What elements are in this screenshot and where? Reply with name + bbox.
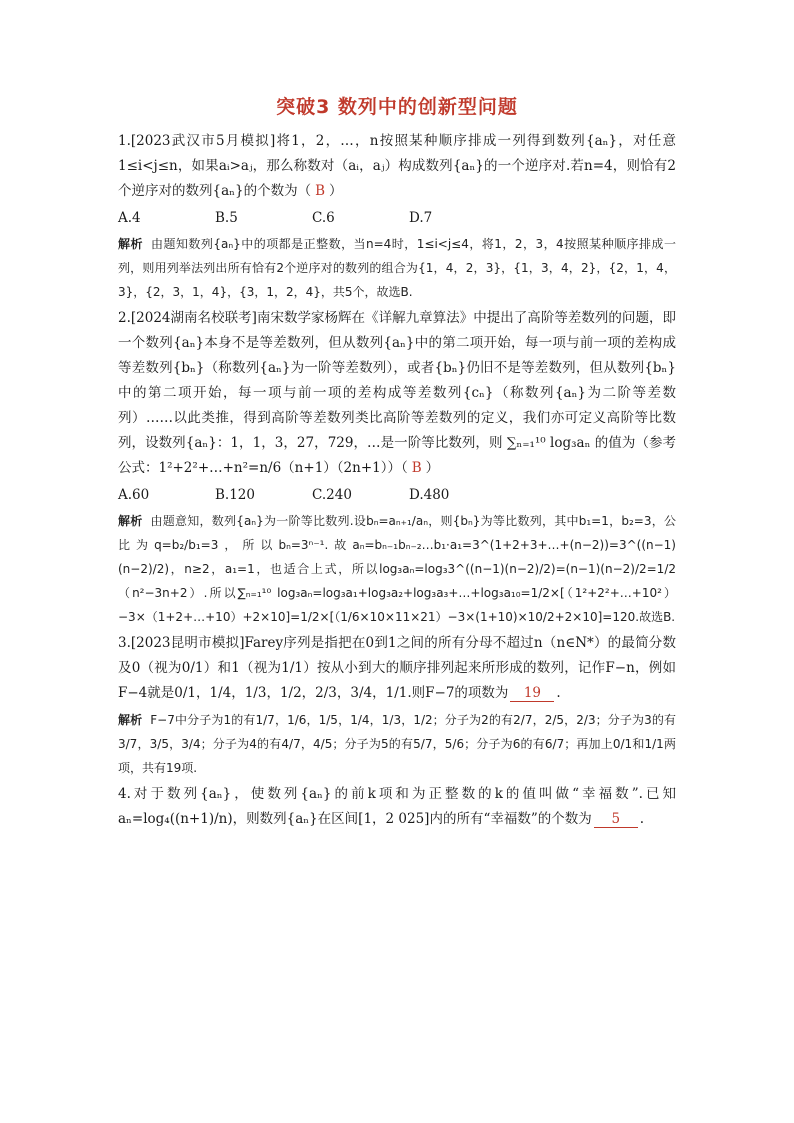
choice-a: A.60	[118, 487, 150, 503]
question-2-close: ）	[425, 460, 440, 476]
solution-label: 解析	[118, 514, 143, 528]
question-3-close: .	[556, 685, 561, 701]
choice-c: C.240	[312, 487, 352, 503]
question-1-solution	[118, 232, 676, 304]
question-1-close: ）	[329, 183, 343, 199]
question-2-stem	[118, 306, 676, 481]
solution-text: 由题知数列{aₙ}中的项都是正整数，当n=4时，1≤i<j≤4，将1，2，3，4按照某种顺序排成一列，则用列举法列出所有恰有2个逆序对的数列的组合为{1，4，2，3}，{1，3，4，2}，{2，1，4，3}，{2，3，1，4}，{3，1，2，4}，共5个，故选B.	[118, 237, 676, 299]
question-1	[118, 129, 676, 304]
question-3	[118, 631, 676, 780]
choice-d: D.7	[409, 210, 433, 226]
question-2-solution	[118, 509, 676, 629]
question-1-stem	[118, 129, 676, 204]
question-3-solution	[118, 708, 676, 780]
solution-text: 由题意知，数列{aₙ}为一阶等比数列.设bₙ=aₙ₊₁/aₙ，则{bₙ}为等比数列，其中b₁=1，b₂=3，公比为q=b₂/b₁=3，所以bₙ=3ⁿ⁻¹.故aₙ=bₙ₋₁bₙ₋₂…b₁·a₁=3^(1+2+3+…+(n−2))=3^((n−1)(n−2)/2)，n≥2，a₁=1，也适合上式，所以log₃aₙ=log₃3^((n−1)(n−2)/2)=(n−1)(n−2)/2=1/2（n²−3n+2）.所以∑ₙ₌₁¹⁰ log₃aₙ=log₃a₁+log₃a₂+log₃a₃+…+log₃a₁₀=1/2×[（1²+2²+…+10²）−3×（1+2+…+10）+2×10]=1/2×[（1/6×10×11×21）−3×(1+10)×10/2+2×10]=120.故选B.	[118, 514, 676, 624]
question-4-answer-blank: 5	[594, 811, 638, 828]
question-2	[118, 306, 676, 629]
question-4-stem	[118, 782, 676, 832]
question-4-text: 4.对于数列{aₙ}，使数列{aₙ}的前k项和为正整数的k的值叫做“幸福数”.已知aₙ=log₄((n+1)/n)，则数列{aₙ}在区间[1，2 025]内的所有“幸福数”的个数为	[118, 786, 676, 827]
choice-a: A.4	[118, 210, 141, 226]
choice-b: B.5	[215, 210, 238, 226]
question-1-choices	[118, 206, 676, 230]
question-1-answer: B	[315, 183, 325, 199]
page	[118, 92, 676, 832]
solution-label: 解析	[118, 713, 143, 727]
question-3-stem	[118, 631, 676, 706]
question-2-text: 2.[2024湖南名校联考]南宋数学家杨辉在《详解九章算法》中提出了高阶等差数列的问题，即一个数列{aₙ}本身不是等差数列，但从数列{aₙ}中的第二项开始，每一项与前一项的差构成等差数列{bₙ}（称数列{aₙ}为一阶等差数列），或者{bₙ}仍旧不是等差数列，但从数列{bₙ}中的第二项开始，每一项与前一项的差构成等差数列{cₙ}（称数列{aₙ}为二阶等差数列）……以此类推，得到高阶等差数列类比高阶等差数列的定义，我们亦可定义高阶等比数列，设数列{aₙ}：1，1，3，27，729，…是一阶等比数列，则 ∑ₙ₌₁¹⁰ log₃aₙ 的值为（参考公式：1²+2²+…+n²=n/6（n+1）（2n+1））（	[118, 310, 676, 476]
question-3-answer-blank: 19	[510, 685, 554, 702]
question-2-answer: B	[411, 460, 422, 476]
choice-c: C.6	[312, 210, 335, 226]
question-2-choices	[118, 483, 676, 507]
question-4-close: .	[639, 811, 645, 827]
choice-b: B.120	[215, 487, 255, 503]
solution-text: F−7中分子为1的有1/7，1/6，1/5，1/4，1/3，1/2；分子为2的有2/7，2/5，2/3；分子为3的有3/7，3/5，3/4；分子为4的有4/7，4/5；分子为5的有5/7，5/6；分子为6的有6/7；再加上0/1和1/1两项，共有19项.	[118, 713, 676, 775]
question-3-text: 3.[2023昆明市模拟]Farey序列是指把在0到1之间的所有分母不超过n（n∈N*）的最简分数及0（视为0/1）和1（视为1/1）按从小到大的顺序排列起来所形成的数列，记作F−n，例如F−4就是0/1，1/4，1/3，1/2，2/3，3/4，1/1.则F−7的项数为	[118, 635, 676, 701]
solution-label: 解析	[118, 237, 143, 251]
question-4	[118, 782, 676, 832]
choice-d: D.480	[409, 487, 450, 503]
question-1-text: 1.[2023武汉市5月模拟]将1，2，…，n按照某种顺序排成一列得到数列{aₙ}，对任意1≤i<j≤n，如果aᵢ>aⱼ，那么称数对（aᵢ，aⱼ）构成数列{aₙ}的一个逆序对.若n=4，则恰有2个逆序对的数列{aₙ}的个数为（	[118, 133, 676, 199]
page-title: 突破3 数列中的创新型问题	[276, 96, 518, 118]
